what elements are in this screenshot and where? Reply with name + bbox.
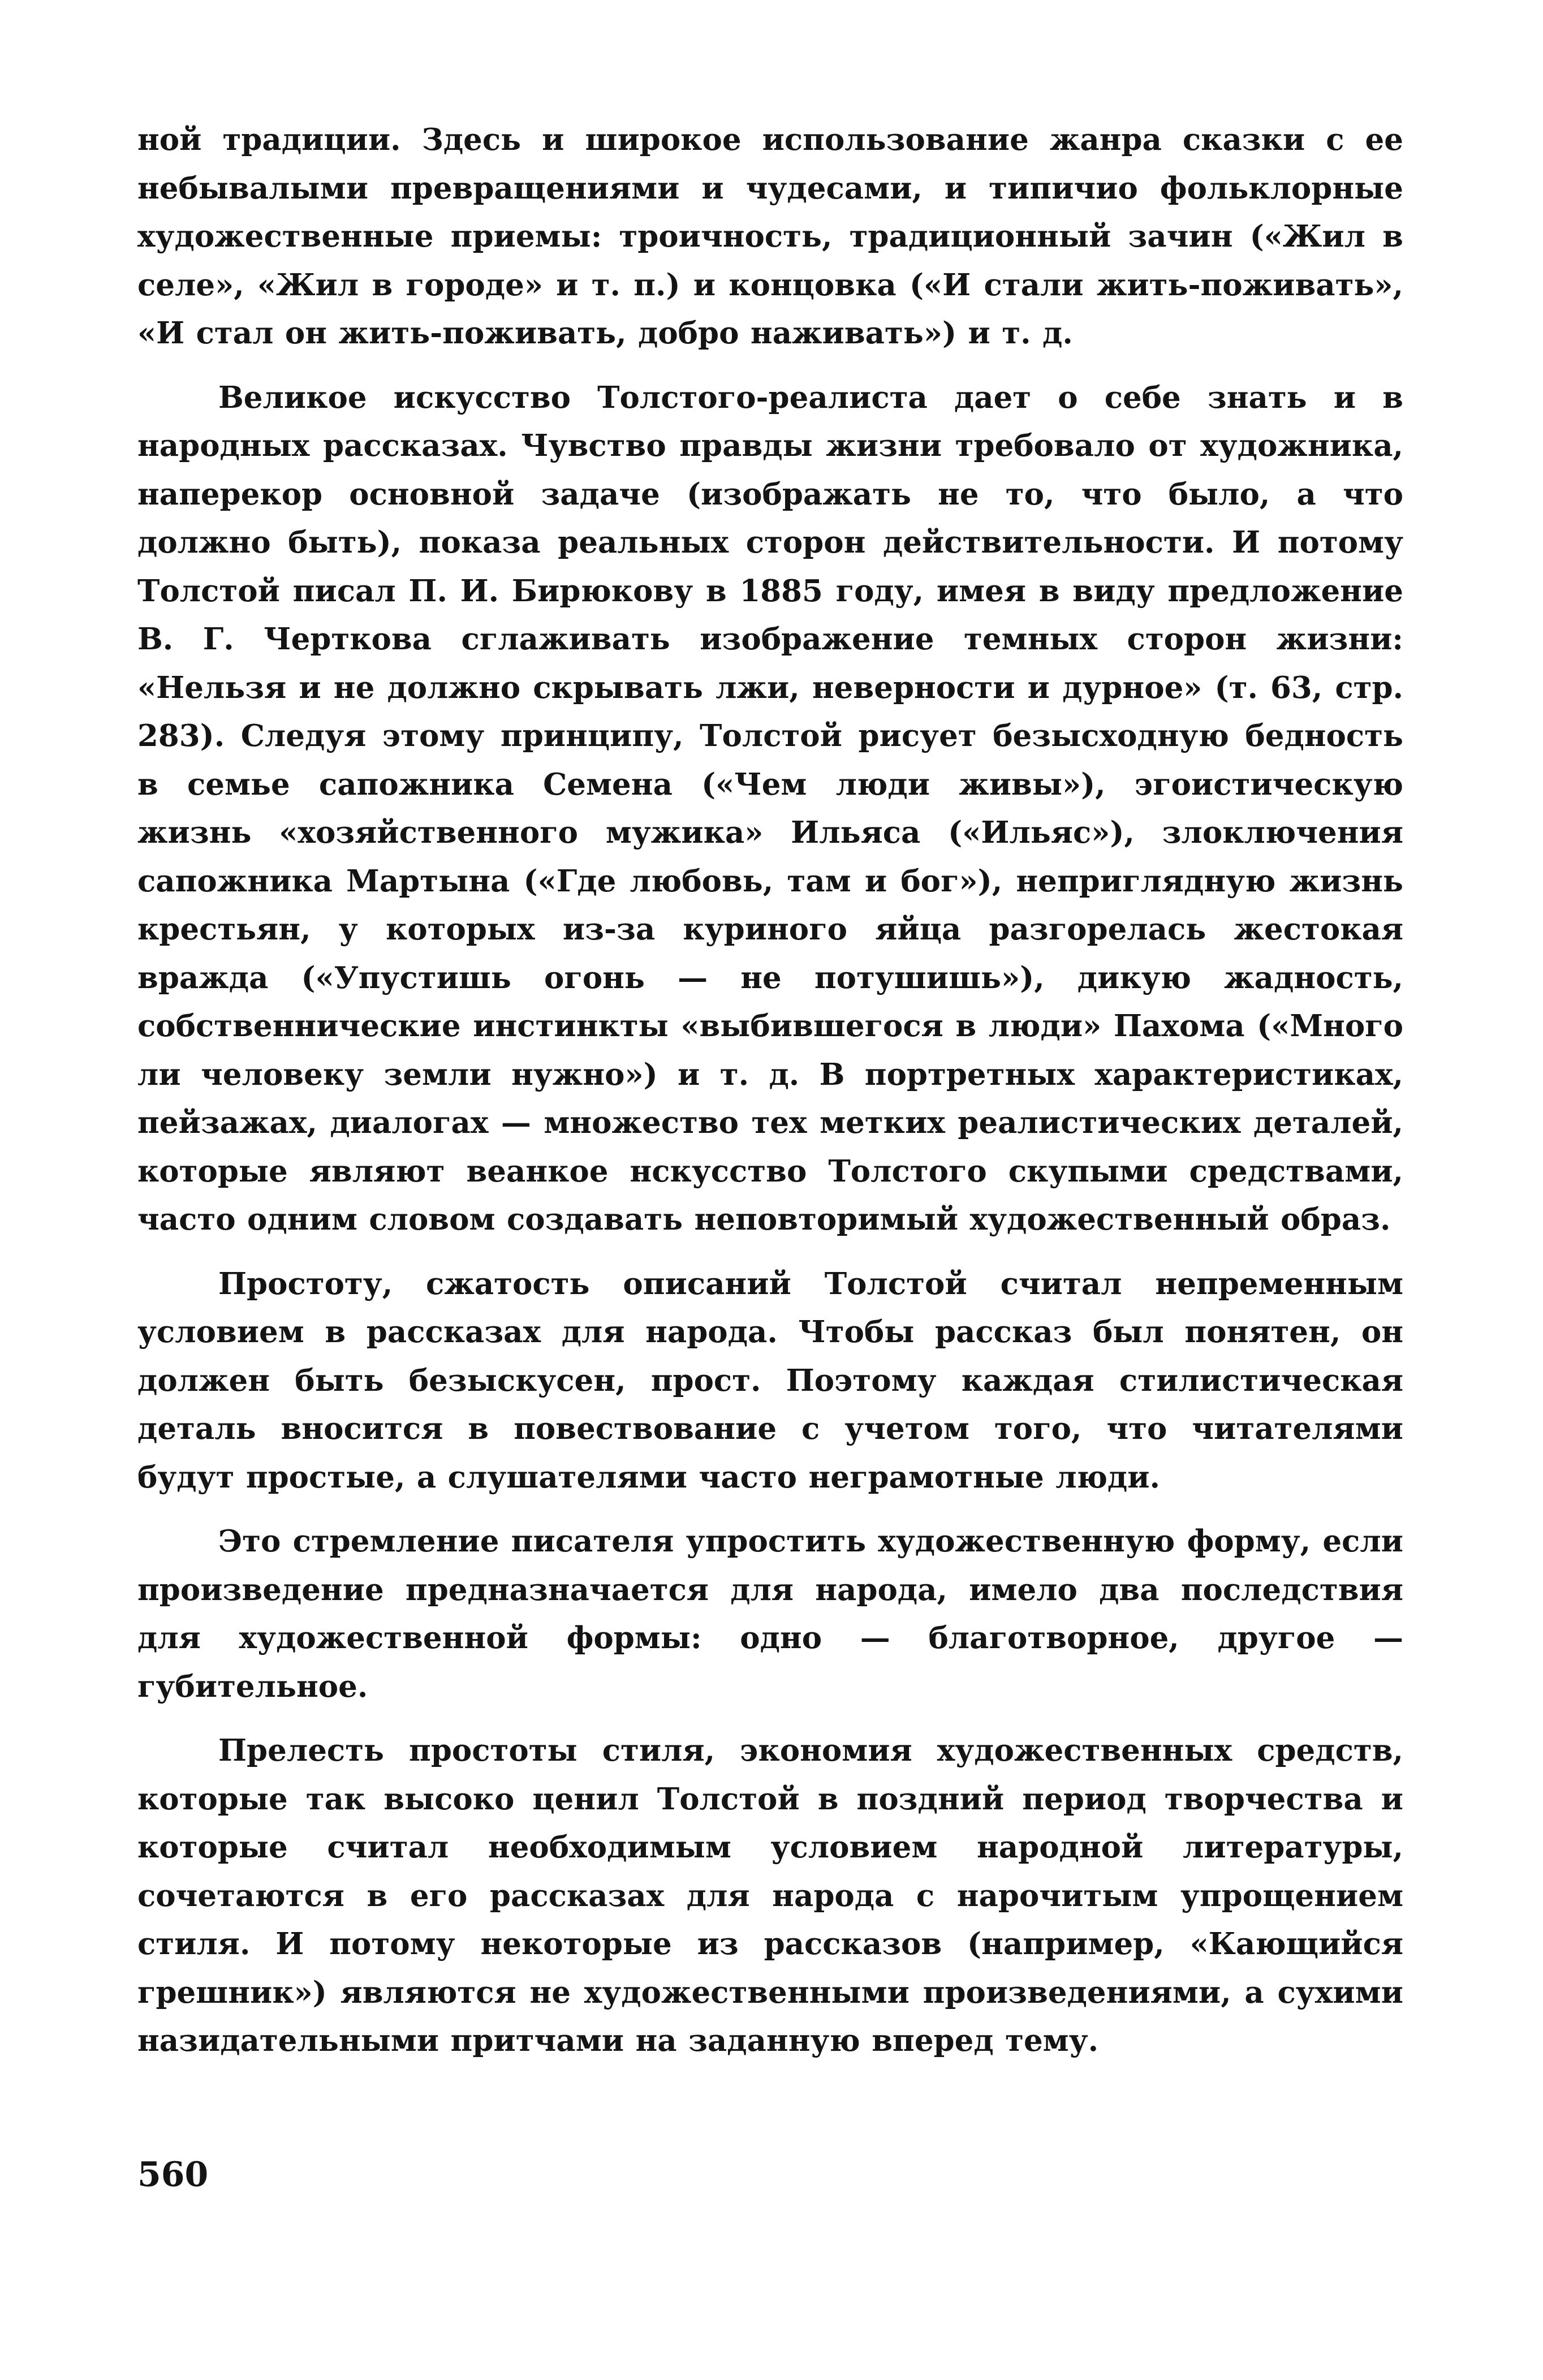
- paragraph-continuation: ной традиции. Здесь и широкое использование жанра сказки с ее небывалыми превращениями и чудесами, и типичио фольклорные художественные приемы: троичность, традиционный зачин («Жил в селе», «Жил в городе» и т. п.) и концовка («И стали жить-поживать», «И стал он жить-поживать, добро наживать») и т. д.: [137, 122, 1403, 351]
- paragraph: Простоту, сжатость описаний Толстой считал непременным условием в рассказах для народа. Чтобы рассказ был понятен, он должен быть безыскусен, прост. Поэтому каждая стилистическая деталь вносится в повествование с учетом того, что читателями будут простые, а слушателями часто неграмотные люди.: [137, 1266, 1403, 1495]
- paragraph: Прелесть простоты стиля, экономия художественных средств, которые так высоко ценил Толстой в поздний период творчества и которые считал необходимым условием народной литературы, сочетаются в его рассказах для народа с нарочитым упрощением стиля. И потому некоторые из рассказов (например, «Кающийся грешник») являются не художественными произведениями, а сухими назидательными притчами на заданную вперед тему.: [137, 1733, 1403, 2058]
- body-text: [137, 116, 1403, 2066]
- paragraph: Это стремление писателя упростить художественную форму, если произведение предназначается для народа, имело два последствия для художественной формы: одно — благотворное, другое — губительное.: [137, 1524, 1403, 1704]
- paragraph: Великое искусство Толстого-реалиста дает о себе знать и в народных рассказах. Чувство правды жизни требовало от художника, наперекор основной задаче (изображать не то, что было, а что должно быть), показа реальных сторон действительности. И потому Толстой писал П. И. Бирюкову в 1885 году, имея в виду предложение В. Г. Черткова сглаживать изображение темных сторон жизни: «Нельзя и не должно скрывать лжи, неверности и дурное» (т. 63, стр. 283). Следуя этому принципу, Толстой рисует безысходную бедность в семье сапожника Семена («Чем люди живы»), эгоистическую жизнь «хозяйственного мужика» Ильяса («Ильяс»), злоключения сапожника Мартына («Где любовь, там и бог»), неприглядную жизнь крестьян, у которых из-за куриного яйца разгорелась жестокая вражда («Упустишь огонь — не потушишь»), дикую жадность, собственнические инстинкты «выбившегося в люди» Пахома («Много ли человеку земли нужно») и т. д. В портретных характеристиках, пейзажах, диалогах — множество тех метких реалистических деталей, которые являют веанкое нскусство Толстого скупыми средствами, часто одним словом создавать неповторимый художественный образ.: [137, 380, 1403, 1237]
- page-number: 560: [137, 2155, 209, 2194]
